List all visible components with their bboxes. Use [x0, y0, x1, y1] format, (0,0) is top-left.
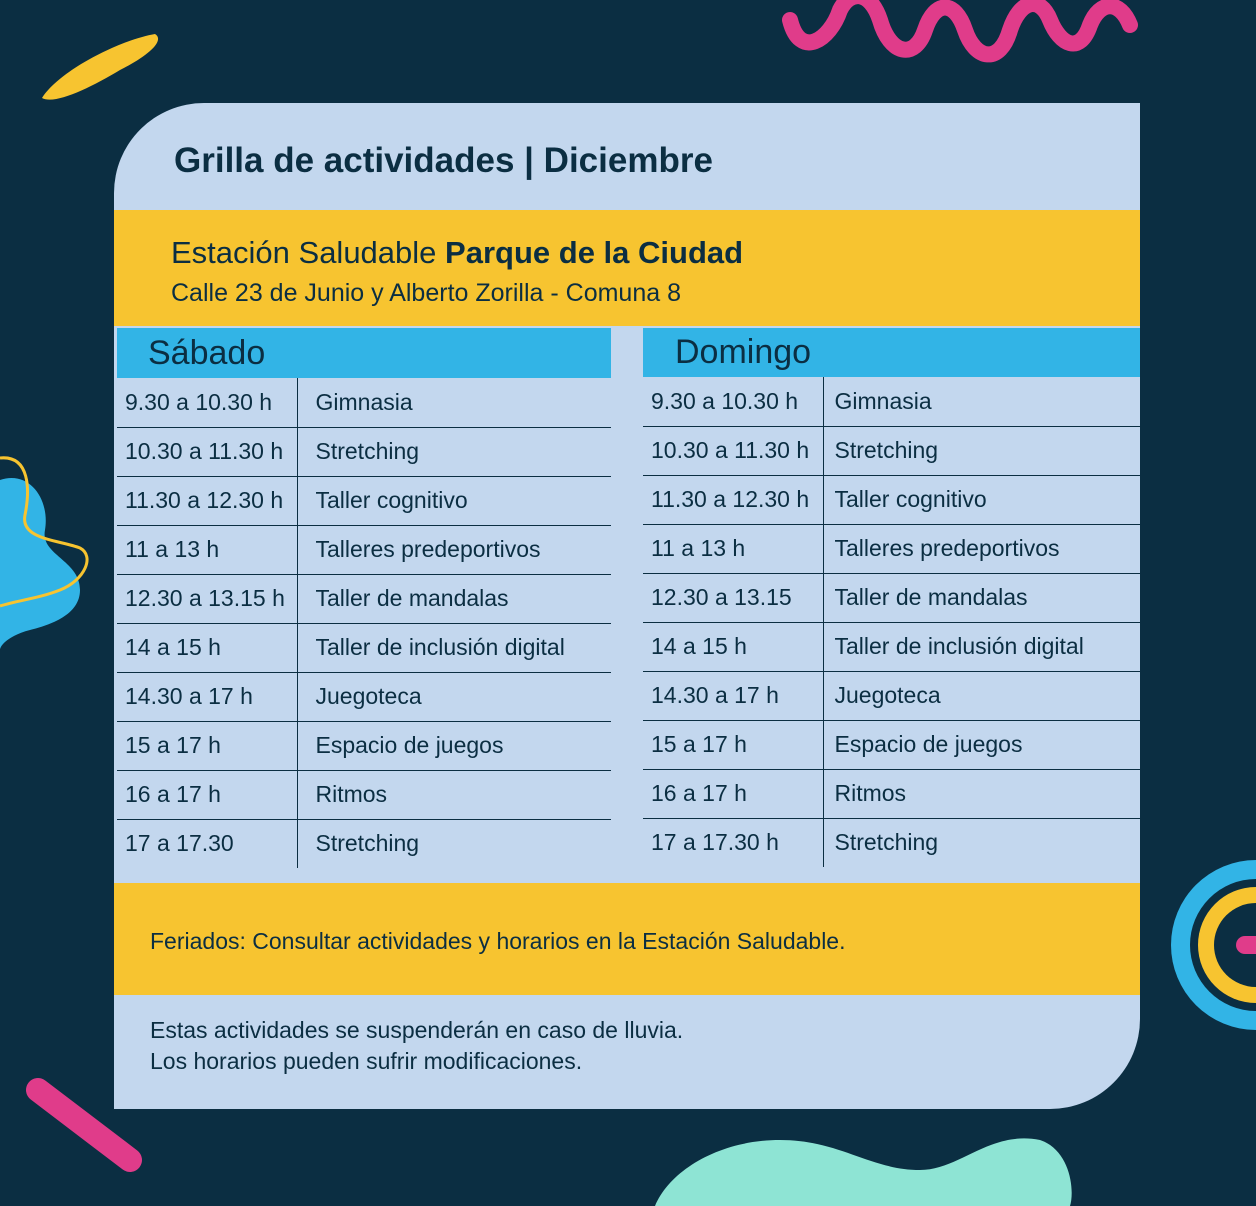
time-cell: 9.30 a 10.30 h — [117, 378, 297, 427]
activity-cell: Taller cognitivo — [823, 475, 1140, 524]
page-title: Grilla de actividades | Diciembre — [174, 141, 713, 180]
activity-cell: Espacio de juegos — [297, 721, 611, 770]
table-row — [117, 427, 611, 476]
activity-cell: Taller de mandalas — [823, 573, 1140, 622]
table-row — [643, 573, 1140, 622]
activity-cell: Juegoteca — [297, 672, 611, 721]
time-cell: 11 a 13 h — [117, 525, 297, 574]
station-name: Parque de la Ciudad — [445, 235, 744, 270]
time-cell: 12.30 a 13.15 — [643, 573, 823, 622]
time-cell: 16 a 17 h — [643, 769, 823, 818]
activity-cell: Espacio de juegos — [823, 720, 1140, 769]
time-cell: 16 a 17 h — [117, 770, 297, 819]
table-row — [117, 378, 611, 427]
station-prefix: Estación Saludable — [171, 235, 437, 270]
activity-cell: Stretching — [823, 426, 1140, 475]
activity-cell: Stretching — [834, 829, 939, 856]
table-row — [117, 623, 611, 672]
pink-squiggle-shape — [790, 0, 1130, 54]
saturday-schedule — [117, 328, 611, 868]
holiday-banner — [114, 883, 1140, 995]
table-row — [643, 426, 1140, 475]
activity-cell: Gimnasia — [823, 377, 1140, 426]
activity-cell: Ritmos — [297, 770, 611, 819]
activity-cell: Taller cognitivo — [297, 476, 611, 525]
yellow-leaf-shape — [42, 34, 158, 100]
sunday-table — [643, 377, 1140, 867]
time-cell: 10.30 a 11.30 h — [643, 426, 823, 475]
time-cell: 11 a 13 h — [643, 524, 823, 573]
note-schedule-changes: Los horarios pueden sufrir modificaciones. — [150, 1048, 583, 1074]
sunday-header: Domingo — [643, 328, 1140, 377]
note-rain: Estas actividades se suspenderán en caso de lluvia. — [150, 1017, 684, 1043]
time-cell: 11.30 a 12.30 h — [643, 475, 823, 524]
station-address: Calle 23 de Junio y Alberto Zorilla - Comuna 8 — [171, 279, 681, 307]
activity-cell: Gimnasia — [297, 378, 611, 427]
activity-cell: Juegoteca — [823, 671, 1140, 720]
station-title — [171, 235, 743, 271]
station-banner — [114, 210, 1140, 326]
time-cell: 11.30 a 12.30 h — [117, 476, 297, 525]
time-cell: 12.30 a 13.15 h — [117, 574, 297, 623]
activities-card — [114, 103, 1140, 1109]
saturday-header: Sábado — [117, 328, 611, 378]
time-cell: 14.30 a 17 h — [117, 672, 297, 721]
footer-notes — [150, 1015, 683, 1077]
table-row — [643, 475, 1140, 524]
activity-cell: Talleres predeportivos — [823, 524, 1140, 573]
table-row — [117, 672, 611, 721]
blue-blob-shape — [0, 478, 80, 650]
table-row — [643, 622, 1140, 671]
activity-cell: Talleres predeportivos — [297, 525, 611, 574]
activity-cell: Taller de mandalas — [297, 574, 611, 623]
table-row — [117, 525, 611, 574]
holiday-note: Feriados: Consultar actividades y horarios en la Estación Saludable. — [150, 928, 846, 954]
table-row — [117, 574, 611, 623]
table-row — [643, 671, 1140, 720]
table-row — [117, 819, 611, 868]
table-row — [643, 720, 1140, 769]
sunday-schedule — [643, 328, 1140, 867]
time-cell: 14 a 15 h — [643, 622, 823, 671]
mint-blob-shape — [655, 1138, 1072, 1206]
activity-cell: Taller de inclusión digital — [823, 622, 1140, 671]
table-row — [643, 818, 1140, 867]
table-row — [643, 769, 1140, 818]
time-cell: 14 a 15 h — [117, 623, 297, 672]
table-row — [117, 770, 611, 819]
time-cell: 17 a 17.30 h — [643, 818, 823, 867]
table-row — [643, 377, 1140, 426]
activity-cell: Taller de inclusión digital — [297, 623, 611, 672]
activity-cell: Stretching — [315, 830, 420, 857]
time-cell: 10.30 a 11.30 h — [117, 427, 297, 476]
table-row — [117, 476, 611, 525]
time-cell: 15 a 17 h — [117, 721, 297, 770]
activity-cell: Stretching — [297, 427, 611, 476]
time-cell: 9.30 a 10.30 h — [643, 377, 823, 426]
time-cell: 15 a 17 h — [643, 720, 823, 769]
saturday-table — [117, 378, 611, 868]
table-row — [117, 721, 611, 770]
time-cell: 14.30 a 17 h — [643, 671, 823, 720]
activity-cell: Ritmos — [823, 769, 1140, 818]
time-cell: 17 a 17.30 — [117, 819, 297, 868]
table-row — [643, 524, 1140, 573]
